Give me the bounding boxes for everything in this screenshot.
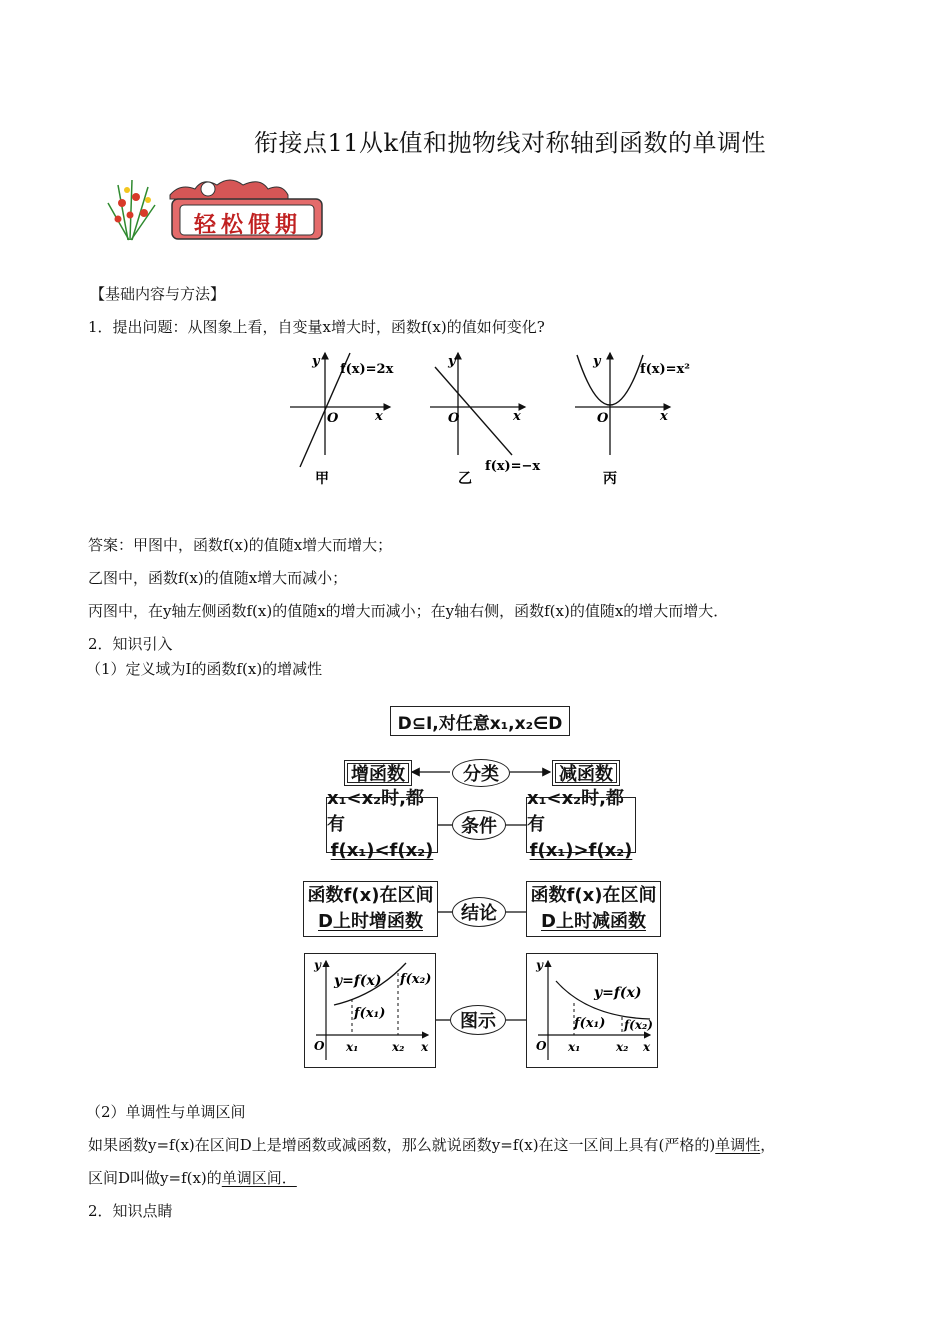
classify-oval: 分类	[452, 759, 510, 787]
section-2-heading: 2．知识引入	[88, 635, 173, 653]
answer-2: 乙图中，函数f(x)的值随x增大而减小；	[88, 569, 348, 587]
func-label-1: f(x)=2x	[340, 362, 394, 377]
graph-yi	[430, 353, 525, 455]
axis-x-label: x	[660, 409, 668, 424]
axis-x-label: x	[513, 409, 521, 424]
graph-oval: 图示	[450, 1005, 506, 1035]
subsection-1: （1）定义域为I的函数f(x)的增减性	[86, 660, 323, 678]
paragraph-2	[88, 1167, 297, 1188]
page-title: 衔接点11从k值和抛物线对称轴到函数的单调性	[253, 129, 767, 157]
increasing-graph	[306, 955, 434, 1066]
g-yfx: y=f(x)	[594, 985, 642, 1001]
g-y: y	[314, 958, 321, 972]
axis-y-label: y	[448, 354, 456, 369]
paragraph-1-text: 如果函数y=f(x)在区间D上是增函数或减函数，那么就说函数y=f(x)在这一区间上具有(严格的)	[88, 1136, 716, 1154]
caption-bing: 丙	[603, 471, 617, 487]
increasing-function-box: 增函数	[344, 760, 412, 786]
caption-jia: 甲	[315, 471, 329, 487]
banner-text: 轻松假期	[193, 212, 302, 238]
keyword-monotone-interval: 单调区间．	[221, 1169, 297, 1187]
answer-3: 丙图中，在y轴左侧函数f(x)的值随x的增大而减小；在y轴右侧，函数f(x)的值随x的增大而增大．	[88, 602, 729, 620]
g-yfx: y=f(x)	[334, 973, 382, 989]
g-x: x	[421, 1040, 429, 1054]
question-1: 1．提出问题：从图象上看，自变量x增大时，函数f(x)的值如何变化?	[88, 318, 545, 336]
keyword-monotonicity: 单调性	[715, 1136, 761, 1154]
g-x2: x₂	[616, 1040, 629, 1054]
origin-label: O	[448, 411, 460, 426]
left-condition-box	[326, 788, 438, 861]
section-2b-heading: 2．知识点睛	[88, 1202, 173, 1220]
banner-graphic	[100, 175, 330, 245]
paragraph-1	[88, 1134, 775, 1155]
right-conclusion-line-2: D上时减函数	[541, 911, 646, 932]
func-label-3: f(x)=x²	[640, 362, 690, 377]
decreasing-graph	[528, 955, 656, 1066]
diagram-top-box: D⊆I,对任意x₁,x₂∈D	[390, 706, 570, 736]
g-fx1: f(x₁)	[354, 1006, 386, 1021]
left-condition-line-1: x₁<x₂时,都有	[327, 788, 424, 835]
left-condition-line-2: f(x₁)<f(x₂)	[330, 840, 434, 861]
right-conclusion-line-1: 函数f(x)在区间	[530, 885, 657, 906]
right-condition-box	[526, 788, 636, 861]
left-conclusion-box	[303, 881, 438, 937]
conclusion-oval: 结论	[452, 897, 506, 927]
g-x2: x₂	[392, 1040, 405, 1054]
right-condition-line-1: x₁<x₂时,都有	[527, 788, 624, 835]
subsection-2: （2）单调性与单调区间	[86, 1103, 246, 1121]
function-graphs	[280, 345, 720, 495]
g-x: x	[643, 1040, 651, 1054]
paragraph-1-end: ，	[760, 1136, 776, 1154]
right-conclusion-box	[526, 881, 661, 937]
decreasing-graph-box	[526, 953, 658, 1068]
axis-y-label: y	[593, 354, 601, 369]
left-conclusion-line-2: D上时增函数	[318, 911, 423, 932]
right-condition-line-2: f(x₁)>f(x₂)	[529, 840, 633, 861]
decreasing-function-box: 减函数	[552, 760, 620, 786]
origin-label: O	[327, 411, 339, 426]
caption-yi: 乙	[458, 471, 472, 487]
func-label-2: f(x)=−x	[485, 459, 541, 474]
origin-label: O	[597, 411, 609, 426]
g-x1: x₁	[346, 1040, 359, 1054]
increasing-graph-box	[304, 953, 436, 1068]
g-o: O	[536, 1039, 547, 1053]
g-fx2: f(x₂)	[624, 1018, 653, 1032]
section-heading: 【基础内容与方法】	[90, 285, 226, 303]
g-x1: x₁	[568, 1040, 581, 1054]
left-conclusion-line-1: 函数f(x)在区间	[307, 885, 434, 906]
axis-y-label: y	[312, 354, 320, 369]
g-y: y	[536, 958, 543, 972]
g-o: O	[314, 1039, 325, 1053]
axis-x-label: x	[375, 409, 383, 424]
condition-oval: 条件	[452, 810, 506, 840]
answer-1: 答案：甲图中，函数f(x)的值随x增大而增大；	[88, 536, 393, 554]
paragraph-2-text: 区间D叫做y=f(x)的	[88, 1169, 222, 1187]
g-fx1: f(x₁)	[574, 1016, 606, 1031]
g-fx2: f(x₂)	[400, 972, 432, 987]
